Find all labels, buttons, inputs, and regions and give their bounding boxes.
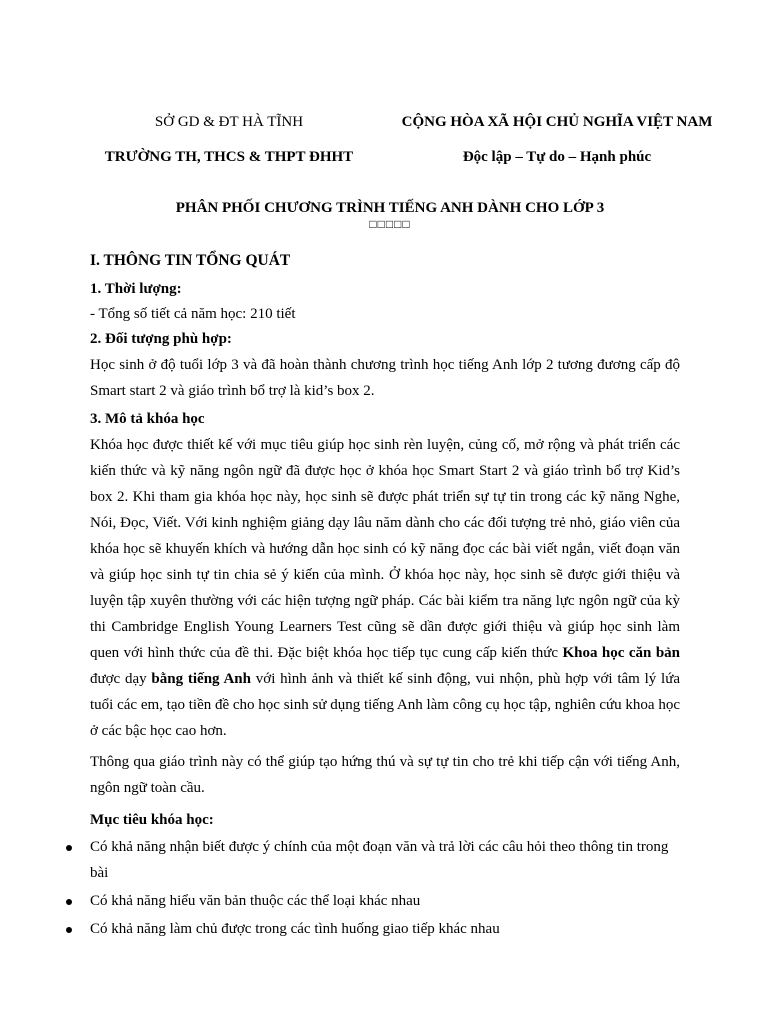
document-title: PHÂN PHỐI CHƯƠNG TRÌNH TIẾNG ANH DÀNH CHO LỚP 3	[175, 200, 605, 216]
country-name: CỘNG HÒA XÃ HỘI CHỦ NGHĨA VIỆT NAM	[401, 114, 713, 130]
bullet-icon	[66, 899, 72, 905]
course-heading: 3. Mô tả khóa học	[90, 411, 205, 427]
duration-heading: 1. Thời lượng:	[90, 281, 182, 297]
course-summary: Thông qua giáo trình này có thể giúp tạo hứng thú và sự tự tin cho trẻ khi tiếp cận với tiếng Anh, ngôn ngữ toàn cầu.	[90, 754, 680, 796]
goal-text: Có khả năng làm chủ được trong các tình huống giao tiếp khác nhau	[90, 921, 500, 937]
goal-text: Có khả năng nhận biết được ý chính của một đoạn văn và trả lời các câu hỏi theo thông tin trong bài	[90, 839, 669, 881]
document-body	[90, 251, 680, 942]
duration-text: - Tổng số tiết cả năm học: 210 tiết	[90, 306, 296, 322]
course-text-part3: với hình ảnh và thiết kế sinh động, vui nhộn, phù hợp với tâm lý lứa tuổi các em, tạo tiền đề cho học sinh sử dụng tiếng Anh làm công cụ học tập, nghiên cứu khoa học ở các bậc học cao hơn.	[90, 671, 680, 739]
course-description	[90, 432, 680, 744]
goals-heading: Mục tiêu khóa học:	[90, 812, 214, 828]
goal-text: Có khả năng hiểu văn bản thuộc các thể loại khác nhau	[90, 893, 421, 909]
national-motto: Độc lập – Tự do – Hạnh phúc	[462, 149, 652, 165]
section-heading-general-info: I. THÔNG TIN TỔNG QUÁT	[90, 252, 291, 269]
course-text-part2: được dạy	[90, 671, 152, 687]
course-bold-english: bằng tiếng Anh	[151, 671, 251, 687]
list-item	[90, 916, 680, 942]
list-item	[90, 834, 680, 886]
goals-list	[90, 834, 680, 942]
list-item	[90, 888, 680, 914]
bullet-icon	[66, 927, 72, 933]
course-bold-science: Khoa học căn bản	[562, 645, 681, 661]
title-box-glyphs: □□□□□	[369, 217, 411, 231]
department-name: SỞ GD & ĐT HÀ TĨNH	[154, 114, 304, 130]
school-name: TRƯỜNG TH, THCS & THPT ĐHHT	[104, 149, 354, 165]
course-text-part1: Khóa học được thiết kế với mục tiêu giúp học sinh rèn luyện, củng cố, mở rộng và phát triển các kiến thức và kỹ năng ngôn ngữ đã được học ở khóa học Smart Start 2 và giáo trình bổ trợ Kid’s box 2. Khi tham gia khóa học này, học sinh sẽ được phát triển sự tự tin trong các kỹ năng Nghe, Nói, Đọc, Viết. Với kinh nghiệm giảng dạy lâu năm dành cho các đối tượng trẻ nhỏ, giáo viên của khóa học sẽ khuyến khích và hướng dẫn học sinh có kỹ năng đọc các bài viết ngắn, viết đoạn văn và giúp học sinh tự tin chia sẻ ý kiến của mình. Ở khóa học này, học sinh sẽ được giới thiệu và luyện tập xuyên thường với các hiện tượng ngữ pháp. Các bài kiểm tra năng lực ngôn ngữ của kỳ thi Cambridge English Young Learners Test cũng sẽ dần được giới thiệu và giúp học sinh làm quen với hình thức của đề thi. Đặc biệt khóa học tiếp tục cung cấp kiến thức	[90, 437, 680, 661]
audience-heading: 2. Đối tượng phù hợp:	[90, 331, 232, 347]
bullet-icon	[66, 845, 72, 851]
audience-text: Học sinh ở độ tuổi lớp 3 và đã hoàn thành chương trình học tiếng Anh lớp 2 tương đương cấp độ Smart start 2 và giáo trình bổ trợ là kid’s box 2.	[90, 357, 680, 399]
